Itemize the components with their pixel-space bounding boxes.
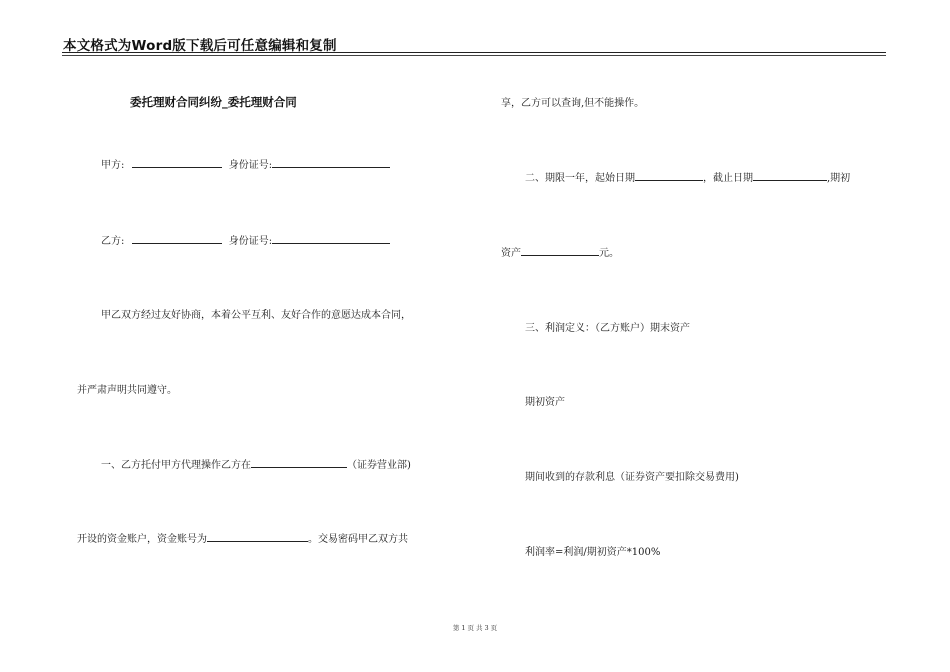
page-footer — [0, 623, 950, 632]
clause-1-line-1 — [101, 456, 411, 471]
clause-1-text-a: 一、乙方托付甲方代理操作乙方在 — [101, 460, 251, 471]
intro-line-2: 并严肃声明共同遵守。 — [77, 385, 177, 396]
footer-total-pages: 3 — [484, 624, 489, 632]
document-header: 本文格式为Word版下载后可任意编辑和复制 — [63, 38, 337, 54]
end-date-blank — [753, 171, 827, 181]
clause-2-text-d: 资产 — [501, 248, 521, 259]
party-b-label: 乙方: — [101, 236, 125, 247]
clause-3-line-4: 利润率=利润/期初资产*100% — [525, 547, 661, 558]
header-rule-thick — [62, 52, 886, 53]
clause-2-text-e: 元。 — [599, 248, 619, 259]
clause-3-line-1: 三、利润定义：（乙方账户）期末资产 — [525, 323, 690, 334]
clause-2-line-2 — [501, 244, 619, 259]
footer-page-number: 1 — [461, 624, 466, 632]
footer-prefix: 第 — [452, 624, 460, 632]
party-b-id-label: 身份证号: — [228, 236, 273, 247]
party-a-id-blank — [272, 158, 390, 168]
party-a-id-label: 身份证号: — [228, 160, 273, 171]
clause-2-text-a: 二、期限一年，起始日期 — [525, 173, 635, 184]
clause-2-text-b: ，截止日期 — [703, 173, 753, 184]
securities-branch-blank — [251, 458, 347, 468]
clause-1-text-c: 开设的资金账户，资金账号为 — [77, 534, 207, 545]
clause-1-line-2 — [77, 530, 408, 545]
clause-2-line-1 — [525, 169, 850, 184]
clause-3-line-2: 期初资产 — [525, 397, 565, 408]
header-rule-thin — [62, 55, 886, 56]
initial-assets-blank — [521, 246, 599, 256]
footer-suffix: 页 — [490, 624, 498, 632]
intro-line-1: 甲乙双方经过友好协商，本着公平互利、友好合作的意愿达成本合同， — [101, 310, 411, 321]
party-b-name-blank — [132, 234, 222, 244]
footer-mid: 页 共 — [467, 624, 483, 632]
party-a-label: 甲方: — [101, 160, 125, 171]
party-a-line — [101, 156, 390, 171]
clause-1-text-d: 。交易密码甲乙双方共 — [308, 534, 408, 545]
account-number-blank — [207, 532, 308, 542]
party-a-name-blank — [132, 158, 222, 168]
party-b-id-blank — [272, 234, 390, 244]
clause-3-line-3: 期间收到的存款利息（证券资产要扣除交易费用) — [525, 472, 739, 483]
clause-2-text-c: ,期初 — [827, 173, 851, 184]
clause-1-text-b: （证券营业部) — [347, 460, 411, 471]
clause-1-line-3: 享，乙方可以查询,但不能操作。 — [501, 98, 645, 109]
party-b-line — [101, 232, 390, 247]
document-title: 委托理财合同纠纷_委托理财合同 — [130, 95, 297, 109]
start-date-blank — [635, 171, 703, 181]
